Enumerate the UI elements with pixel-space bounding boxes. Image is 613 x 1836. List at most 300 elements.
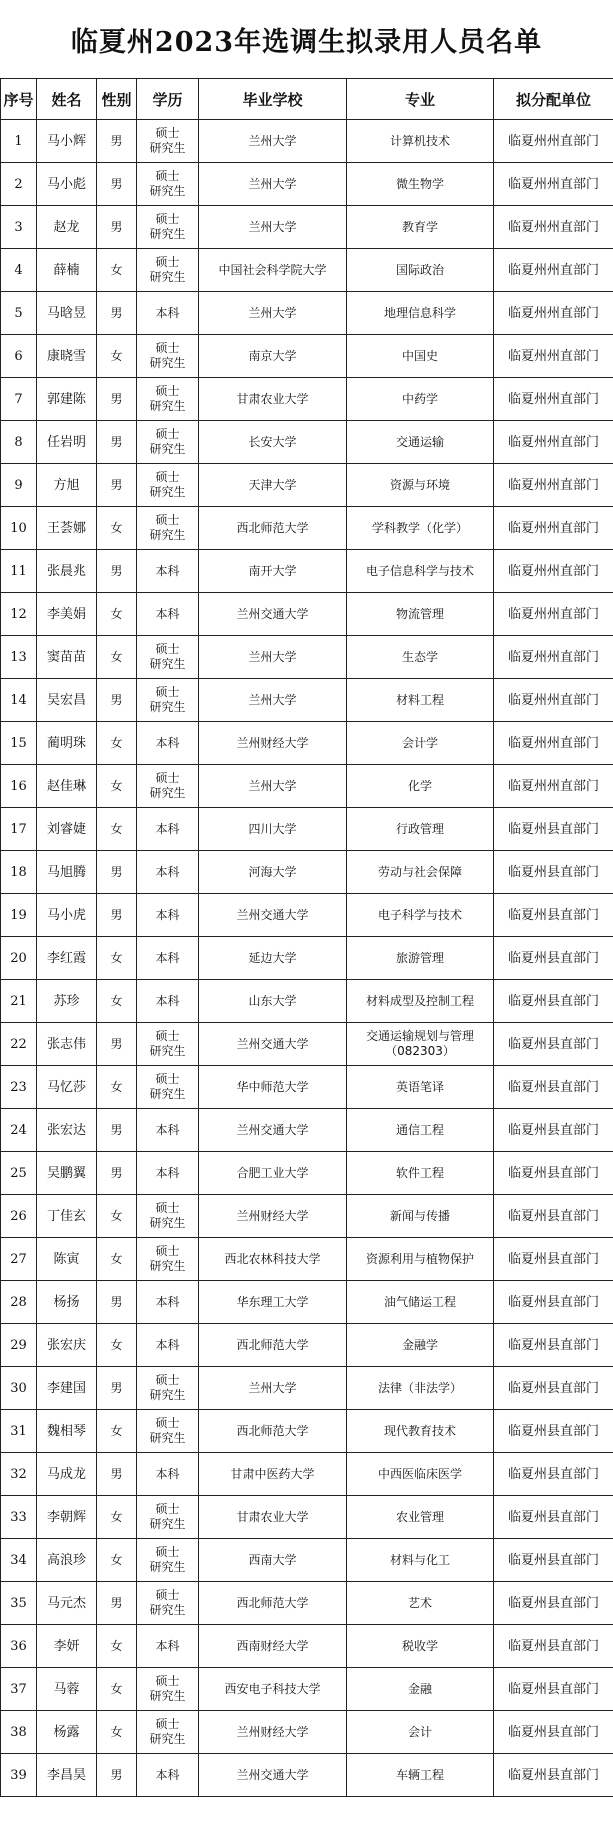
- assigned-unit: 临夏州县直部门: [494, 1496, 613, 1539]
- school: 兰州大学: [199, 120, 347, 163]
- school: 兰州交通大学: [199, 894, 347, 937]
- person-name: 李朝辉: [37, 1496, 97, 1539]
- row-index: 26: [1, 1195, 37, 1238]
- assigned-unit: 临夏州县直部门: [494, 1539, 613, 1582]
- school: 河海大学: [199, 851, 347, 894]
- education: 硕士 研究生: [137, 335, 199, 378]
- assigned-unit: 临夏州县直部门: [494, 1324, 613, 1367]
- gender: 男: [97, 120, 137, 163]
- table-row: [1, 292, 613, 335]
- table-row: [1, 1582, 613, 1625]
- table-row: [1, 765, 613, 808]
- person-name: 马旭腾: [37, 851, 97, 894]
- assigned-unit: 临夏州州直部门: [494, 292, 613, 335]
- row-index: 39: [1, 1754, 37, 1797]
- major: 会计: [347, 1711, 494, 1754]
- header-unit: 拟分配单位: [494, 79, 613, 120]
- school: 西北师范大学: [199, 1410, 347, 1453]
- gender: 男: [97, 206, 137, 249]
- row-index: 22: [1, 1023, 37, 1066]
- school: 兰州交通大学: [199, 593, 347, 636]
- major: 旅游管理: [347, 937, 494, 980]
- major: 材料工程: [347, 679, 494, 722]
- row-index: 37: [1, 1668, 37, 1711]
- major: 物流管理: [347, 593, 494, 636]
- table-row: [1, 1410, 613, 1453]
- assigned-unit: 临夏州县直部门: [494, 980, 613, 1023]
- assigned-unit: 临夏州县直部门: [494, 1367, 613, 1410]
- school: 甘肃农业大学: [199, 378, 347, 421]
- header-index: 序号: [1, 79, 37, 120]
- table-row: [1, 851, 613, 894]
- person-name: 吴鹏翼: [37, 1152, 97, 1195]
- school: 兰州交通大学: [199, 1023, 347, 1066]
- table-row: [1, 1238, 613, 1281]
- assigned-unit: 临夏州州直部门: [494, 378, 613, 421]
- person-name: 王荟娜: [37, 507, 97, 550]
- education: 本科: [137, 1324, 199, 1367]
- school: 兰州财经大学: [199, 1711, 347, 1754]
- gender: 女: [97, 1195, 137, 1238]
- assigned-unit: 临夏州县直部门: [494, 1668, 613, 1711]
- person-name: 马成龙: [37, 1453, 97, 1496]
- education: 硕士 研究生: [137, 249, 199, 292]
- header-gender: 性别: [97, 79, 137, 120]
- assigned-unit: 临夏州县直部门: [494, 1625, 613, 1668]
- gender: 女: [97, 1410, 137, 1453]
- table-row: [1, 679, 613, 722]
- row-index: 31: [1, 1410, 37, 1453]
- education: 本科: [137, 1281, 199, 1324]
- table-row: [1, 1754, 613, 1797]
- major: 学科教学（化学）: [347, 507, 494, 550]
- person-name: 李妍: [37, 1625, 97, 1668]
- assigned-unit: 临夏州县直部门: [494, 808, 613, 851]
- education: 硕士 研究生: [137, 765, 199, 808]
- header-name: 姓名: [37, 79, 97, 120]
- gender: 女: [97, 980, 137, 1023]
- gender: 女: [97, 1238, 137, 1281]
- major: 中药学: [347, 378, 494, 421]
- school: 甘肃农业大学: [199, 1496, 347, 1539]
- table-row: [1, 1496, 613, 1539]
- gender: 男: [97, 464, 137, 507]
- major: 地理信息科学: [347, 292, 494, 335]
- education: 硕士 研究生: [137, 1023, 199, 1066]
- education: 硕士 研究生: [137, 1539, 199, 1582]
- assigned-unit: 临夏州州直部门: [494, 206, 613, 249]
- major: 中国史: [347, 335, 494, 378]
- major: 电子科学与技术: [347, 894, 494, 937]
- school: 西北师范大学: [199, 507, 347, 550]
- assigned-unit: 临夏州州直部门: [494, 679, 613, 722]
- row-index: 5: [1, 292, 37, 335]
- education: 硕士 研究生: [137, 636, 199, 679]
- gender: 男: [97, 1023, 137, 1066]
- assigned-unit: 临夏州县直部门: [494, 1023, 613, 1066]
- major: 资源利用与植物保护: [347, 1238, 494, 1281]
- gender: 女: [97, 1539, 137, 1582]
- major: 金融: [347, 1668, 494, 1711]
- person-name: 苏珍: [37, 980, 97, 1023]
- table-row: [1, 1711, 613, 1754]
- school: 兰州交通大学: [199, 1754, 347, 1797]
- table-row: [1, 335, 613, 378]
- person-name: 马小虎: [37, 894, 97, 937]
- major: 会计学: [347, 722, 494, 765]
- major: 微生物学: [347, 163, 494, 206]
- person-name: 张宏庆: [37, 1324, 97, 1367]
- gender: 男: [97, 1152, 137, 1195]
- gender: 男: [97, 1582, 137, 1625]
- education: 硕士 研究生: [137, 1668, 199, 1711]
- person-name: 马元杰: [37, 1582, 97, 1625]
- education: 本科: [137, 292, 199, 335]
- person-name: 高浪珍: [37, 1539, 97, 1582]
- table-row: [1, 593, 613, 636]
- education: 本科: [137, 980, 199, 1023]
- school: 兰州大学: [199, 679, 347, 722]
- school: 西南财经大学: [199, 1625, 347, 1668]
- education: 硕士 研究生: [137, 421, 199, 464]
- person-name: 蔺明珠: [37, 722, 97, 765]
- assigned-unit: 临夏州州直部门: [494, 120, 613, 163]
- assigned-unit: 临夏州县直部门: [494, 1711, 613, 1754]
- major: 税收学: [347, 1625, 494, 1668]
- row-index: 19: [1, 894, 37, 937]
- major: 油气储运工程: [347, 1281, 494, 1324]
- row-index: 14: [1, 679, 37, 722]
- table-body: [1, 120, 613, 1797]
- assigned-unit: 临夏州县直部门: [494, 1453, 613, 1496]
- major: 法律（非法学）: [347, 1367, 494, 1410]
- education: 硕士 研究生: [137, 507, 199, 550]
- table-row: [1, 1066, 613, 1109]
- gender: 男: [97, 1367, 137, 1410]
- row-index: 1: [1, 120, 37, 163]
- school: 西北师范大学: [199, 1324, 347, 1367]
- table-row: [1, 1625, 613, 1668]
- gender: 男: [97, 550, 137, 593]
- assigned-unit: 临夏州县直部门: [494, 894, 613, 937]
- gender: 女: [97, 722, 137, 765]
- gender: 女: [97, 507, 137, 550]
- assigned-unit: 临夏州县直部门: [494, 937, 613, 980]
- person-name: 张志伟: [37, 1023, 97, 1066]
- major: 新闻与传播: [347, 1195, 494, 1238]
- person-name: 魏相琴: [37, 1410, 97, 1453]
- row-index: 6: [1, 335, 37, 378]
- person-name: 李建国: [37, 1367, 97, 1410]
- person-name: 康晓雪: [37, 335, 97, 378]
- row-index: 25: [1, 1152, 37, 1195]
- school: 兰州大学: [199, 206, 347, 249]
- person-name: 赵佳琳: [37, 765, 97, 808]
- row-index: 30: [1, 1367, 37, 1410]
- major: 通信工程: [347, 1109, 494, 1152]
- school: 华中师范大学: [199, 1066, 347, 1109]
- education: 硕士 研究生: [137, 1410, 199, 1453]
- table-row: [1, 1324, 613, 1367]
- gender: 女: [97, 1324, 137, 1367]
- major: 国际政治: [347, 249, 494, 292]
- education: 硕士 研究生: [137, 1238, 199, 1281]
- gender: 男: [97, 679, 137, 722]
- education: 硕士 研究生: [137, 163, 199, 206]
- person-name: 马小彪: [37, 163, 97, 206]
- assigned-unit: 临夏州州直部门: [494, 249, 613, 292]
- table-row: [1, 1668, 613, 1711]
- row-index: 36: [1, 1625, 37, 1668]
- education: 硕士 研究生: [137, 206, 199, 249]
- row-index: 3: [1, 206, 37, 249]
- table-row: [1, 1539, 613, 1582]
- gender: 男: [97, 1754, 137, 1797]
- header-education: 学历: [137, 79, 199, 120]
- row-index: 23: [1, 1066, 37, 1109]
- table-row: [1, 808, 613, 851]
- assigned-unit: 临夏州县直部门: [494, 1281, 613, 1324]
- gender: 女: [97, 765, 137, 808]
- row-index: 11: [1, 550, 37, 593]
- table-row: [1, 206, 613, 249]
- major: 材料与化工: [347, 1539, 494, 1582]
- major: 软件工程: [347, 1152, 494, 1195]
- gender: 女: [97, 1711, 137, 1754]
- education: 硕士 研究生: [137, 1711, 199, 1754]
- person-name: 吴宏昌: [37, 679, 97, 722]
- header-school: 毕业学校: [199, 79, 347, 120]
- assigned-unit: 临夏州县直部门: [494, 1754, 613, 1797]
- row-index: 12: [1, 593, 37, 636]
- major: 材料成型及控制工程: [347, 980, 494, 1023]
- school: 兰州财经大学: [199, 1195, 347, 1238]
- school: 长安大学: [199, 421, 347, 464]
- table-row: [1, 1367, 613, 1410]
- gender: 男: [97, 163, 137, 206]
- education: 硕士 研究生: [137, 120, 199, 163]
- person-name: 张宏达: [37, 1109, 97, 1152]
- major: 金融学: [347, 1324, 494, 1367]
- person-name: 赵龙: [37, 206, 97, 249]
- row-index: 21: [1, 980, 37, 1023]
- gender: 女: [97, 1066, 137, 1109]
- header-major: 专业: [347, 79, 494, 120]
- major: 英语笔译: [347, 1066, 494, 1109]
- gender: 女: [97, 1625, 137, 1668]
- table-header-row: [1, 79, 613, 120]
- row-index: 38: [1, 1711, 37, 1754]
- assigned-unit: 临夏州州直部门: [494, 593, 613, 636]
- row-index: 24: [1, 1109, 37, 1152]
- assigned-unit: 临夏州州直部门: [494, 722, 613, 765]
- table-row: [1, 378, 613, 421]
- roster-table: [0, 78, 613, 1797]
- person-name: 任岩明: [37, 421, 97, 464]
- table-row: [1, 120, 613, 163]
- assigned-unit: 临夏州县直部门: [494, 1410, 613, 1453]
- school: 西北师范大学: [199, 1582, 347, 1625]
- major: 生态学: [347, 636, 494, 679]
- assigned-unit: 临夏州县直部门: [494, 1152, 613, 1195]
- school: 华东理工大学: [199, 1281, 347, 1324]
- school: 西北农林科技大学: [199, 1238, 347, 1281]
- table-row: [1, 980, 613, 1023]
- table-row: [1, 1453, 613, 1496]
- education: 硕士 研究生: [137, 378, 199, 421]
- major: 资源与环境: [347, 464, 494, 507]
- education: 本科: [137, 894, 199, 937]
- table-row: [1, 894, 613, 937]
- row-index: 13: [1, 636, 37, 679]
- gender: 女: [97, 808, 137, 851]
- gender: 男: [97, 851, 137, 894]
- school: 延边大学: [199, 937, 347, 980]
- school: 甘肃中医药大学: [199, 1453, 347, 1496]
- row-index: 7: [1, 378, 37, 421]
- table-row: [1, 1023, 613, 1066]
- school: 兰州大学: [199, 765, 347, 808]
- education: 硕士 研究生: [137, 1367, 199, 1410]
- gender: 男: [97, 1109, 137, 1152]
- row-index: 35: [1, 1582, 37, 1625]
- school: 山东大学: [199, 980, 347, 1023]
- table-row: [1, 937, 613, 980]
- education: 本科: [137, 1152, 199, 1195]
- table-row: [1, 550, 613, 593]
- gender: 男: [97, 1453, 137, 1496]
- gender: 男: [97, 1281, 137, 1324]
- major: 劳动与社会保障: [347, 851, 494, 894]
- gender: 女: [97, 593, 137, 636]
- gender: 男: [97, 421, 137, 464]
- person-name: 陈寅: [37, 1238, 97, 1281]
- major: 农业管理: [347, 1496, 494, 1539]
- row-index: 4: [1, 249, 37, 292]
- gender: 女: [97, 335, 137, 378]
- major: 现代教育技术: [347, 1410, 494, 1453]
- person-name: 郭建陈: [37, 378, 97, 421]
- school: 合肥工业大学: [199, 1152, 347, 1195]
- person-name: 李红霞: [37, 937, 97, 980]
- person-name: 方旭: [37, 464, 97, 507]
- person-name: 杨扬: [37, 1281, 97, 1324]
- table-row: [1, 636, 613, 679]
- gender: 女: [97, 937, 137, 980]
- school: 西安电子科技大学: [199, 1668, 347, 1711]
- table-row: [1, 421, 613, 464]
- page-title: 临夏州2023年选调生拟录用人员名单: [70, 26, 543, 58]
- education: 本科: [137, 1453, 199, 1496]
- education: 硕士 研究生: [137, 1195, 199, 1238]
- table-row: [1, 507, 613, 550]
- row-index: 2: [1, 163, 37, 206]
- row-index: 32: [1, 1453, 37, 1496]
- education: 硕士 研究生: [137, 1582, 199, 1625]
- row-index: 27: [1, 1238, 37, 1281]
- table-row: [1, 1152, 613, 1195]
- table-row: [1, 1281, 613, 1324]
- education: 本科: [137, 937, 199, 980]
- school: 中国社会科学院大学: [199, 249, 347, 292]
- table-row: [1, 249, 613, 292]
- gender: 女: [97, 1668, 137, 1711]
- assigned-unit: 临夏州县直部门: [494, 1195, 613, 1238]
- row-index: 9: [1, 464, 37, 507]
- assigned-unit: 临夏州州直部门: [494, 550, 613, 593]
- education: 本科: [137, 1625, 199, 1668]
- assigned-unit: 临夏州州直部门: [494, 163, 613, 206]
- education: 硕士 研究生: [137, 679, 199, 722]
- assigned-unit: 临夏州州直部门: [494, 765, 613, 808]
- major: 行政管理: [347, 808, 494, 851]
- education: 本科: [137, 593, 199, 636]
- person-name: 杨露: [37, 1711, 97, 1754]
- major: 教育学: [347, 206, 494, 249]
- assigned-unit: 临夏州州直部门: [494, 507, 613, 550]
- school: 兰州大学: [199, 636, 347, 679]
- row-index: 28: [1, 1281, 37, 1324]
- person-name: 李美娟: [37, 593, 97, 636]
- assigned-unit: 临夏州州直部门: [494, 636, 613, 679]
- education: 本科: [137, 1109, 199, 1152]
- education: 本科: [137, 808, 199, 851]
- major: 化学: [347, 765, 494, 808]
- school: 兰州大学: [199, 163, 347, 206]
- row-index: 33: [1, 1496, 37, 1539]
- row-index: 18: [1, 851, 37, 894]
- row-index: 15: [1, 722, 37, 765]
- major: 艺术: [347, 1582, 494, 1625]
- school: 南开大学: [199, 550, 347, 593]
- row-index: 34: [1, 1539, 37, 1582]
- person-name: 马蓉: [37, 1668, 97, 1711]
- school: 兰州大学: [199, 292, 347, 335]
- row-index: 16: [1, 765, 37, 808]
- person-name: 窦苗苗: [37, 636, 97, 679]
- school: 西南大学: [199, 1539, 347, 1582]
- person-name: 刘睿婕: [37, 808, 97, 851]
- assigned-unit: 临夏州州直部门: [494, 464, 613, 507]
- gender: 女: [97, 249, 137, 292]
- person-name: 马忆莎: [37, 1066, 97, 1109]
- assigned-unit: 临夏州州直部门: [494, 335, 613, 378]
- person-name: 薛楠: [37, 249, 97, 292]
- gender: 男: [97, 378, 137, 421]
- major: 计算机技术: [347, 120, 494, 163]
- gender: 男: [97, 292, 137, 335]
- assigned-unit: 临夏州县直部门: [494, 1582, 613, 1625]
- assigned-unit: 临夏州县直部门: [494, 1109, 613, 1152]
- assigned-unit: 临夏州县直部门: [494, 1066, 613, 1109]
- gender: 女: [97, 636, 137, 679]
- major: 电子信息科学与技术: [347, 550, 494, 593]
- education: 本科: [137, 851, 199, 894]
- major: 交通运输规划与管理 （082303）: [347, 1023, 494, 1066]
- major: 中西医临床医学: [347, 1453, 494, 1496]
- person-name: 马小辉: [37, 120, 97, 163]
- school: 四川大学: [199, 808, 347, 851]
- education: 本科: [137, 1754, 199, 1797]
- gender: 女: [97, 1496, 137, 1539]
- row-index: 17: [1, 808, 37, 851]
- person-name: 张晨兆: [37, 550, 97, 593]
- education: 硕士 研究生: [137, 1066, 199, 1109]
- row-index: 10: [1, 507, 37, 550]
- person-name: 李昌昊: [37, 1754, 97, 1797]
- school: 兰州财经大学: [199, 722, 347, 765]
- assigned-unit: 临夏州县直部门: [494, 851, 613, 894]
